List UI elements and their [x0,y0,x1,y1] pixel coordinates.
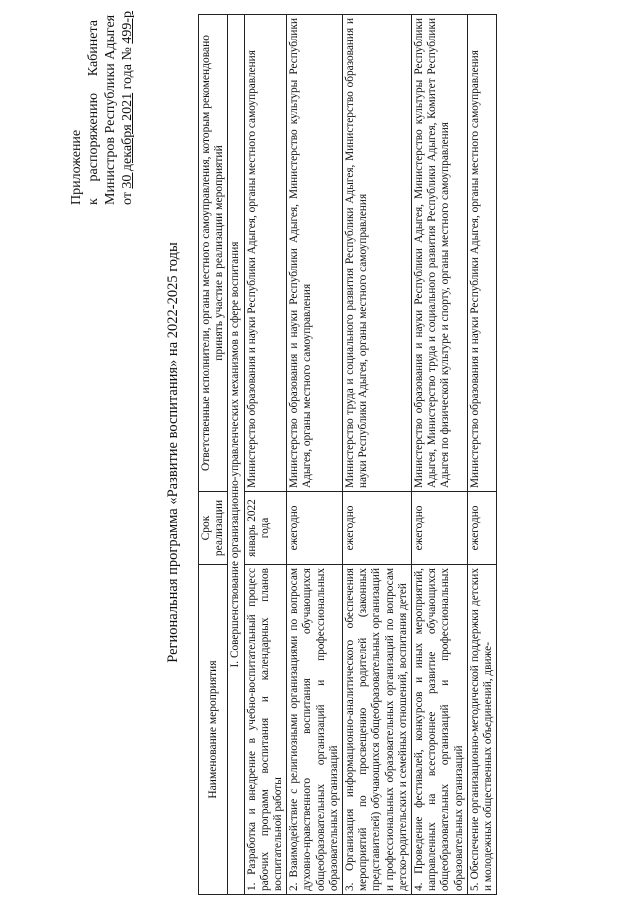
row-name: 1. Разработка и внедрение в учебно-воспитательный процесс рабочих программ воспитания и календарных планов воспитательной работы [244,565,287,895]
row-responsible: Министерство образования и науки Республики Адыгея, Министерство культуры Республики Адыгея, органы местного самоуправления [287,15,343,492]
row-responsible: Министерство образования и науки Республики Адыгея, Министерство культуры Республики Адыгея, Министерство труда и социального развития Республики Адыгея, Комитет Республики Адыгея по физической культуре и спорту, органы местного самоуправления [412,15,468,492]
row-name: 2. Взаимодействие с религиозными организациями по вопросам духовно-нравственного воспитания обучающихся общеобразовательных организаций и профессиональных образовательных организаций [287,565,343,895]
appendix-to: к [86,198,101,205]
appendix-block [68,11,136,205]
appendix-cabinet: Кабинета [86,20,101,77]
header-name: Наименование мероприятия [199,565,228,895]
table-header-row [199,15,228,895]
appendix-order-line [85,20,102,205]
appendix-date-prefix: от [120,192,135,205]
row-responsible: Министерство образования и науки Республики Адыгея, органы местного самоуправления [244,15,287,492]
page-title: Региональная программа «Развитие воспитания» на 2022-2025 годы [165,242,181,663]
appendix-ministers: Министров Республики Адыгея [103,14,118,205]
row-term: ежегодно [412,492,468,565]
row-name: 3. Организация информационно-аналитического обеспечения мероприятий по просвещению родителей (законных представителей) обучающихся общеобразовательных организаций и профессиональных образовательных организаций по вопросам детско-родительских и семейных отношений, воспитания детей [343,565,412,895]
table-row [467,15,496,895]
appendix-word: Приложение [69,129,84,205]
table-row [412,15,468,895]
row-name: 4. Проведение фестивалей, конкурсов и иных мероприятий, направленных на всестороннее развитие обучающихся общеобразовательных организаций и профессиональных образовательных организаций [412,565,468,895]
section-row [228,15,244,895]
row-responsible: Министерство труда и социального развития Республики Адыгея, Министерство образования и науки Республики Адыгея, органы местного самоуправления [343,15,412,492]
row-name: 5. Обеспечение организационно-методической поддержки детских и молодежных общественных объединений, движе- [467,565,496,895]
row-responsible: Министерство образования и науки Республики Адыгея, органы местного самоуправления [467,15,496,492]
section-title: I. Совершенствование организационно-управленческих механизмов в сфере воспитания [228,15,244,895]
table-row [244,15,287,895]
appendix-year-word: года № [120,47,135,90]
row-term: ежегодно [287,492,343,565]
table-row [287,15,343,895]
appendix-order-word: распоряжению [86,92,101,182]
header-responsible: Ответственные исполнители, органы местного самоуправления, которым рекомендовано принять участие в реализации мероприятий [199,15,228,492]
row-term: ежегодно [343,492,412,565]
row-term: январь 2022 года [244,492,287,565]
header-term: Срок реализации [199,492,228,565]
program-table [198,14,497,895]
appendix-date-line [119,11,136,205]
table-row [343,15,412,895]
row-term: ежегодно [467,492,496,565]
appendix-date-value: 30 декабря 2021 [120,92,135,189]
appendix-number: 499-р [120,11,135,44]
